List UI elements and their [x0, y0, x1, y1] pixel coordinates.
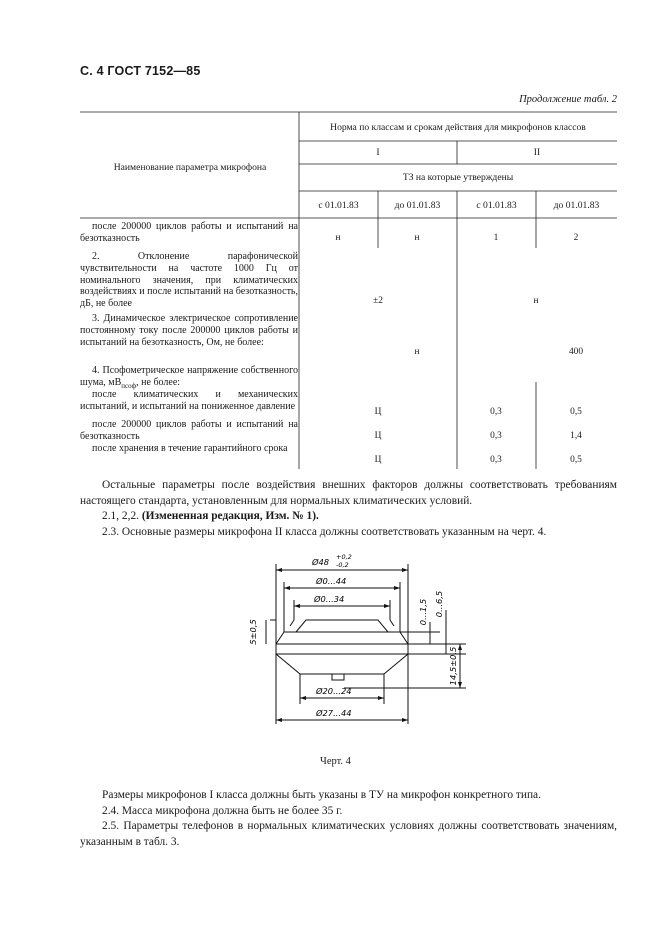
paragraph-ref: 2.1, 2,2.	[102, 510, 140, 523]
dim-145: 14,5±0,5	[448, 646, 458, 686]
paragraph: Размеры микрофонов I класса должны быть указаны в ТУ на микрофон конкретного типа.	[102, 789, 541, 801]
paragraph: Остальные параметры после воздействия внешних факторов должны соответствовать требованиям настоящего стандарта, установленным для нормальных климатических условий.	[80, 479, 617, 507]
dim-5: 5±0,5	[248, 619, 258, 645]
table-cell: н	[533, 296, 539, 306]
table-cell: Ц	[374, 407, 382, 417]
table-cell: н	[335, 233, 341, 243]
subcolumn-header: с 01.01.83	[318, 200, 359, 211]
dim-65: 0...6,5	[434, 590, 444, 618]
column-header-class-1: I	[376, 147, 380, 158]
param-text: 4. Псофометрическое напряжение собственного шума, мВ	[80, 365, 298, 388]
table-continuation-label: Продолжение табл. 2	[519, 94, 617, 105]
table-row-parameter: после 200000 циклов работы и испытаний на безотказность	[80, 221, 298, 244]
table-cell: 0,3	[490, 407, 502, 417]
table-row-parameter: после 200000 циклов работы и испытаний на безотказность	[80, 419, 298, 442]
table-cell: н	[414, 233, 420, 243]
column-header-class-2: II	[533, 147, 541, 158]
paragraph: 2.5. Параметры телефонов в нормальных климатических условиях должны соответствовать значениям, указанным в табл. 3.	[80, 820, 617, 848]
table-row-parameter: 2. Отклонение парафонической чувствительности на частоте 1000 Гц от номинального значения, при климатических воздействиях и после испытаний на безотказность, дБ, не более	[80, 251, 298, 310]
table-cell: 1	[493, 233, 499, 243]
table-row-parameter: после хранения в течение гарантийного срока	[92, 443, 288, 454]
dim-34: Ø0...34	[314, 594, 345, 604]
table-row-parameter: после климатических и механических испытаний, и испытаний на пониженное давление	[80, 389, 298, 412]
paragraph	[80, 509, 617, 525]
drawing-svg	[248, 548, 470, 748]
body-text-bottom	[80, 788, 617, 850]
param-subscript: псоф	[121, 381, 137, 390]
table-cell: Ц	[374, 431, 382, 441]
dim-24: Ø20...24	[316, 686, 352, 696]
dim-48-tol-upper: +0,2	[336, 553, 352, 561]
dim-48: Ø48	[312, 557, 330, 567]
table-cell: 400	[568, 347, 584, 357]
table-cell: 0,5	[570, 407, 582, 417]
table-cell: н	[414, 347, 420, 357]
paragraph: 2.3. Основные размеры микрофона II класса должны соответствовать указанным на черт. 4.	[102, 525, 547, 538]
dim-48-tol-lower: -0,2	[336, 561, 349, 569]
column-header-tu: ТЗ на которые утверждены	[402, 172, 514, 183]
dim-44: Ø0...44	[316, 576, 347, 586]
table-cell: 0,3	[490, 455, 502, 465]
table-cell: 2	[573, 233, 579, 243]
subcolumn-header: до 01.01.83	[394, 200, 441, 211]
table-cell: 0,3	[490, 431, 502, 441]
table-cell: 1,4	[570, 431, 582, 441]
body-text-top	[80, 478, 617, 540]
page-header: С. 4 ГОСТ 7152—85	[80, 64, 201, 78]
parameters-table	[80, 112, 617, 469]
column-header-norm: Норма по классам и срокам действия для микрофонов классов	[330, 122, 586, 133]
figure-caption: Черт. 4	[320, 756, 351, 767]
microphone-drawing	[248, 548, 470, 748]
subcolumn-header: до 01.01.83	[553, 200, 600, 211]
dim-15: 0...1,5	[418, 598, 428, 626]
table-row-parameter: 3. Динамическое электрическое сопротивление постоянному току после 200000 циклов работы и испытаний на безотказность, Ом, не более:	[80, 313, 298, 348]
paragraph: 2.4. Масса микрофона должна быть не более 35 г.	[102, 804, 343, 817]
table-cell: 0,5	[570, 455, 582, 465]
dim-27: Ø27...44	[316, 708, 352, 718]
column-header-parameter: Наименование параметра микрофона	[113, 162, 267, 173]
subcolumn-header: с 01.01.83	[476, 200, 517, 211]
amendment-note: (Измененная редакция, Изм. № 1).	[141, 510, 319, 523]
param-text: , не более:	[136, 376, 181, 388]
table-cell: ±2	[373, 296, 383, 306]
table-cell: Ц	[374, 455, 382, 465]
